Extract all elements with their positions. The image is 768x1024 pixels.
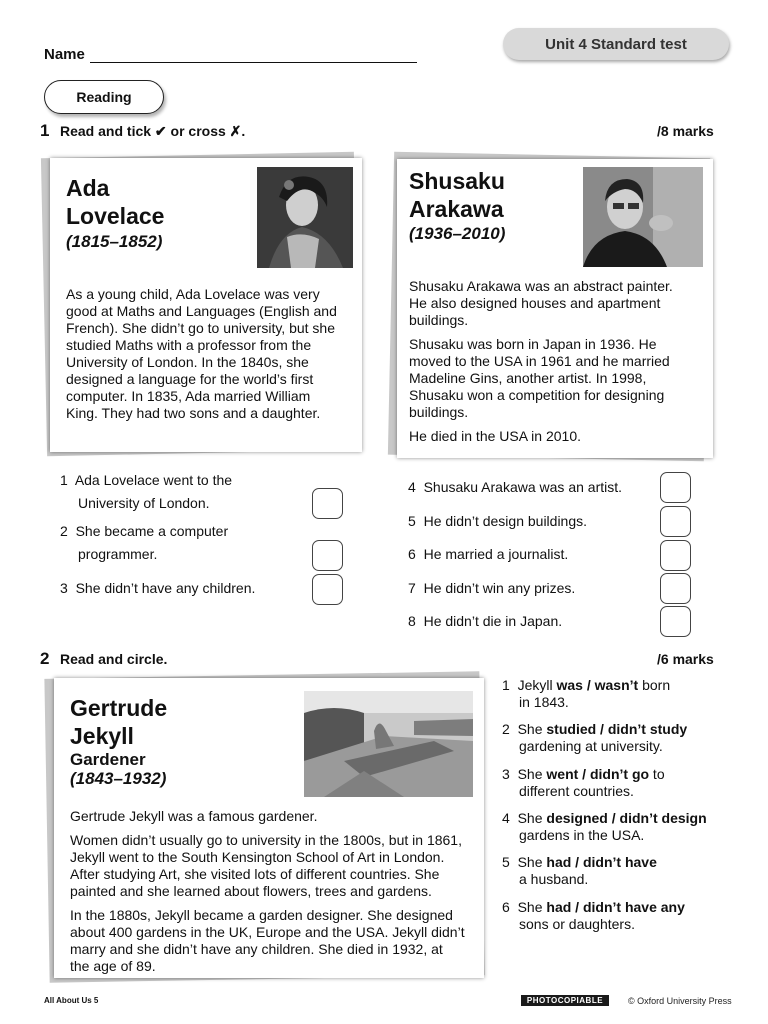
question-text-cont: gardens in the USA. (519, 827, 645, 843)
shusaku-name-line2: Arakawa (409, 196, 504, 222)
question-text: She (517, 810, 547, 826)
gertrude-text-line: Gertrude Jekyll was a famous gardener. (70, 808, 318, 824)
question-text: He didn’t win any prizes. (423, 580, 576, 596)
answer-box-6[interactable] (660, 540, 691, 571)
section-1-instruction: Read and tick ✔ or cross ✗. (60, 123, 246, 139)
option-a[interactable]: went (546, 766, 579, 782)
gertrude-text-line: about 400 gardens in the UK, Europe and the USA. Jekyll didn’t (70, 924, 465, 940)
ada-name-line1: Ada (66, 175, 110, 201)
gertrude-dates: (1843–1932) (70, 769, 167, 788)
question-1-cont: University of London. (78, 495, 210, 511)
question-number: 3 (60, 580, 68, 596)
gertrude-name (70, 694, 167, 750)
option-a[interactable]: had (546, 899, 572, 915)
gertrude-text-line: marry and she didn’t have any children. She died in 1932, at (70, 941, 443, 957)
shusaku-dates: (1936–2010) (409, 224, 506, 243)
ada-text-line: King. They had two sons and a daughter. (66, 405, 321, 421)
shusaku-text-line: Shusaku was born in Japan in 1936. He (409, 336, 657, 352)
question-text-cont: sons or daughters. (519, 916, 635, 932)
question-2-cont: programmer. (78, 546, 158, 562)
option-separator: / (578, 766, 590, 782)
answer-box-8[interactable] (660, 606, 691, 637)
section-2-number: 2 (40, 649, 50, 668)
question-text-cont: in 1843. (519, 694, 569, 710)
option-separator: / (607, 810, 620, 826)
ada-name (66, 174, 164, 230)
shusaku-name-line1: Shusaku (409, 168, 505, 194)
question-2 (60, 520, 228, 543)
gertrude-job: Gardener (70, 750, 146, 769)
test-title-badge (503, 28, 729, 60)
option-a[interactable]: designed (546, 810, 608, 826)
question-text: to (649, 766, 665, 782)
ada-text-line: As a young child, Ada Lovelace was very (66, 286, 320, 302)
question-text: He married a journalist. (423, 546, 569, 562)
circle-question-2 (502, 721, 742, 755)
name-field[interactable] (90, 62, 417, 63)
shusaku-text-line: moved to the USA in 1961 and he married (409, 353, 670, 369)
option-b[interactable]: didn’t have (582, 854, 657, 870)
question-text: She became a computer (75, 523, 229, 539)
question-6 (408, 543, 568, 566)
question-number: 5 (408, 513, 416, 529)
photocopiable-text: PHOTOCOPIABLE (526, 996, 604, 1005)
question-5 (408, 510, 587, 533)
shusaku-text-line: Madeline Gins, another artist. In 1998, (409, 370, 647, 386)
shusaku-portrait (583, 167, 703, 267)
question-number: 2 (60, 523, 68, 539)
question-1 (60, 469, 232, 492)
test-title: Unit 4 Standard test (545, 35, 687, 53)
question-4 (408, 476, 622, 499)
question-number: 4 (408, 479, 416, 495)
question-number: 5 (502, 854, 510, 870)
gertrude-card (54, 678, 484, 978)
ada-text (66, 286, 356, 422)
ada-text-line: computer. In 1835, Ada married William (66, 388, 311, 404)
ada-text-line: designed a language for the world’s first (66, 371, 314, 387)
question-number: 2 (502, 721, 510, 737)
answer-box-2[interactable] (312, 540, 343, 571)
answer-box-1[interactable] (312, 488, 343, 519)
question-text: born (638, 677, 671, 693)
gertrude-name-line2: Jekyll (70, 723, 134, 749)
question-text: He didn’t die in Japan. (423, 613, 563, 629)
shusaku-text-line: buildings. (409, 312, 469, 328)
question-number: 3 (502, 766, 510, 782)
circle-question-5 (502, 854, 742, 888)
answer-box-7[interactable] (660, 573, 691, 604)
reading-section-label (44, 80, 164, 114)
question-number: 6 (408, 546, 416, 562)
ada-text-line: French). She didn’t go to university, but she (66, 320, 335, 336)
question-text: She (517, 766, 547, 782)
gertrude-text-line: Jekyll went to the South Kensington School of Art in London. (70, 849, 445, 865)
shusaku-name (409, 167, 505, 223)
option-b[interactable]: wasn’t (594, 677, 639, 693)
answer-box-5[interactable] (660, 506, 691, 537)
option-separator: / (582, 677, 595, 693)
question-text: She didn’t have any children. (75, 580, 256, 596)
option-a[interactable]: was (556, 677, 583, 693)
ada-text-line: University of London. In the 1840s, she (66, 354, 309, 370)
option-separator: / (571, 854, 583, 870)
option-a[interactable]: had (546, 854, 572, 870)
ada-name-line2: Lovelace (66, 203, 165, 229)
garden-photo (304, 691, 473, 797)
shusaku-text-line: He died in the USA in 2010. (409, 428, 582, 444)
photocopiable-badge (521, 995, 609, 1006)
ada-text-line: studied Maths with a professor from the (66, 337, 312, 353)
section-2-marks: /6 marks (657, 651, 714, 667)
gertrude-text-line: the age of 89. (70, 958, 156, 974)
gertrude-text-line: painted and she learned about flowers, trees and gardens. (70, 883, 432, 899)
question-3 (60, 577, 255, 600)
ada-text-line: good at Maths and Languages (English and (66, 303, 337, 319)
question-text: Shusaku Arakawa was an artist. (423, 479, 623, 495)
question-number: 6 (502, 899, 510, 915)
publisher-credit: © Oxford University Press (628, 996, 732, 1006)
option-b[interactable]: didn’t have any (582, 899, 685, 915)
section-1-marks: /8 marks (657, 123, 714, 139)
reading-label-text: Reading (76, 89, 132, 105)
circle-question-4 (502, 810, 742, 844)
answer-box-4[interactable] (660, 472, 691, 503)
question-7 (408, 577, 575, 600)
question-8 (408, 610, 562, 633)
question-text: Ada Lovelace went to the (74, 472, 233, 488)
name-label: Name (44, 46, 85, 63)
option-a[interactable]: studied (546, 721, 597, 737)
question-text: Jekyll (517, 677, 557, 693)
gertrude-text-line: In the 1880s, Jekyll became a garden designer. She designed (70, 907, 453, 923)
question-text-cont: gardening at university. (519, 738, 663, 754)
shusaku-text (409, 278, 707, 445)
shusaku-text-line: Shusaku Arakawa was an abstract painter. (409, 278, 673, 294)
question-text: He didn’t design buildings. (423, 513, 588, 529)
question-text-cont: different countries. (519, 783, 634, 799)
question-text: She (517, 899, 547, 915)
option-separator: / (596, 721, 608, 737)
circle-question-6 (502, 899, 742, 933)
shusaku-card (397, 159, 713, 458)
answer-box-3[interactable] (312, 574, 343, 605)
option-separator: / (571, 899, 583, 915)
gertrude-text (70, 808, 478, 975)
gertrude-text-line: Women didn’t usually go to university in the 1800s, but in 1861, (70, 832, 462, 848)
question-text: She (517, 854, 547, 870)
book-title: All About Us 5 (44, 996, 99, 1005)
ada-portrait (257, 167, 353, 268)
question-number: 7 (408, 580, 416, 596)
question-number: 1 (60, 472, 68, 488)
question-text: She (517, 721, 547, 737)
question-number: 4 (502, 810, 510, 826)
question-number: 1 (502, 677, 510, 693)
ada-card (50, 158, 362, 452)
question-number: 8 (408, 613, 416, 629)
ada-dates: (1815–1852) (66, 232, 163, 251)
option-b[interactable]: didn’t design (619, 810, 707, 826)
circle-question-3 (502, 766, 742, 800)
question-text-cont: a husband. (519, 871, 589, 887)
gertrude-name-line1: Gertrude (70, 695, 168, 721)
shusaku-text-line: buildings. (409, 404, 469, 420)
circle-question-1 (502, 677, 742, 711)
section-1-number: 1 (40, 121, 50, 140)
option-b[interactable]: didn’t study (607, 721, 688, 737)
shusaku-text-line: Shusaku won a competition for designing (409, 387, 665, 403)
section-2-instruction: Read and circle. (60, 651, 168, 667)
gertrude-text-line: After studying Art, she visited lots of different countries. She (70, 866, 440, 882)
shusaku-text-line: He also designed houses and apartment (409, 295, 661, 311)
option-b[interactable]: didn’t go (589, 766, 650, 782)
